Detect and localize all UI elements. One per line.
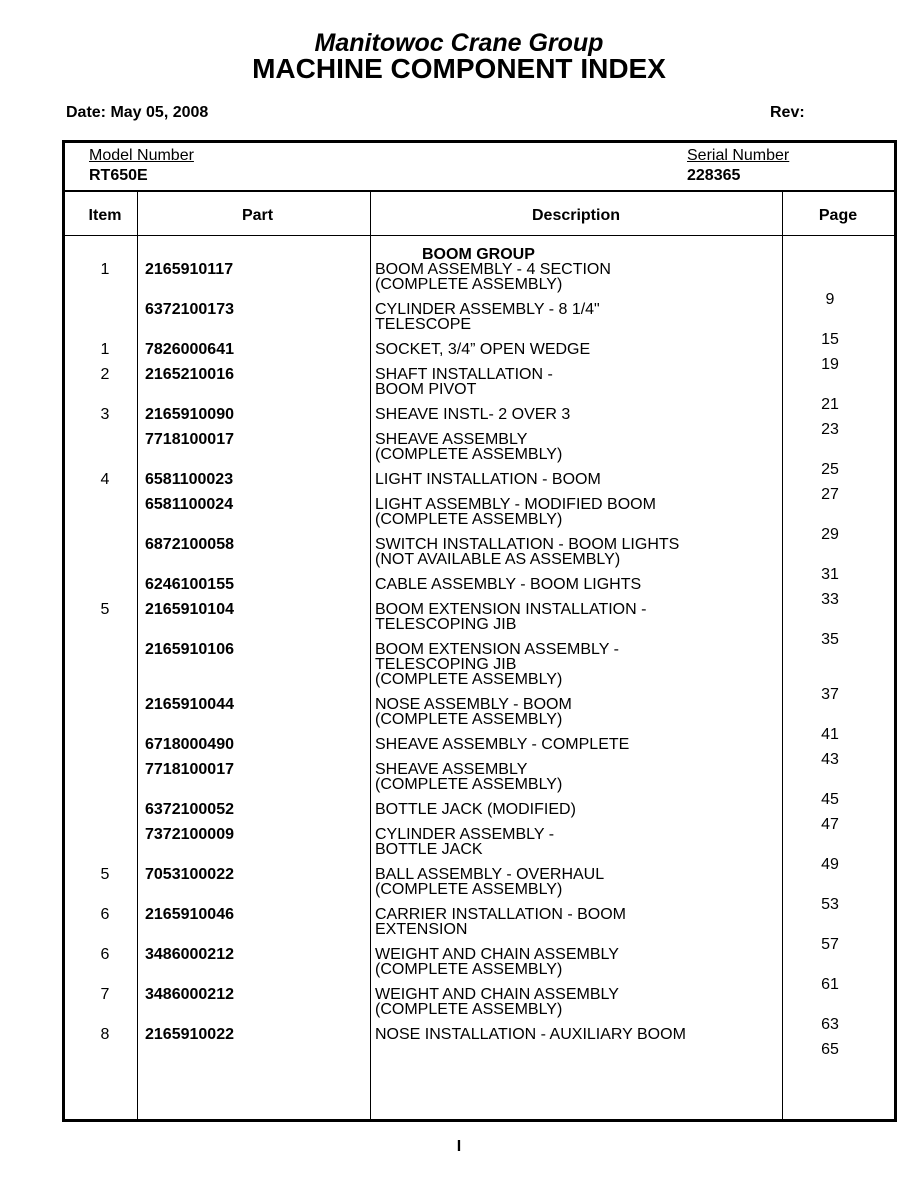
item-cell: 6	[100, 906, 110, 923]
description-line: CARRIER INSTALLATION - BOOM	[375, 906, 626, 923]
description-cell	[375, 802, 775, 817]
description-cell	[375, 432, 775, 462]
page-number: I	[456, 1138, 462, 1155]
description-line: CYLINDER ASSEMBLY -	[375, 826, 555, 843]
model-number-value: RT650E	[89, 167, 148, 184]
column-header-item: Item	[88, 207, 122, 224]
description-cell	[375, 537, 775, 567]
page-cell: 19	[821, 356, 839, 373]
table-row	[65, 826, 894, 873]
description-cell	[375, 407, 775, 422]
description-cell	[375, 642, 775, 687]
item-cell: 7	[100, 986, 110, 1003]
description-cell	[375, 827, 775, 857]
part-number-cell: 7372100009	[145, 826, 234, 843]
description-line: CYLINDER ASSEMBLY - 8 1/4"	[375, 301, 600, 318]
description-line: (COMPLETE ASSEMBLY)	[375, 881, 563, 898]
description-cell	[375, 762, 775, 792]
description-line: SHEAVE ASSEMBLY	[375, 431, 528, 448]
item-cell: 1	[100, 341, 110, 358]
document-date: Date: May 05, 2008	[66, 104, 209, 121]
description-cell	[375, 262, 775, 292]
page-cell: 41	[821, 726, 839, 743]
page-cell: 47	[821, 816, 839, 833]
serial-number-value: 228365	[687, 167, 741, 184]
part-number-cell: 2165910117	[145, 261, 234, 278]
column-header-page: Page	[818, 207, 858, 224]
description-cell	[375, 1027, 775, 1042]
table-row	[65, 431, 894, 478]
part-number-cell: 2165910046	[145, 906, 234, 923]
description-line: SHEAVE ASSEMBLY	[375, 761, 528, 778]
description-cell	[375, 472, 775, 487]
description-line: (NOT AVAILABLE AS ASSEMBLY)	[375, 551, 621, 568]
column-header-part: Part	[241, 207, 274, 224]
page-cell: 9	[825, 291, 835, 308]
description-line: SOCKET, 3/4” OPEN WEDGE	[375, 341, 591, 358]
part-number-cell: 2165910104	[145, 601, 234, 618]
model-number-label: Model Number	[89, 147, 194, 164]
part-number-cell: 6581100023	[145, 471, 234, 488]
part-number-cell: 6581100024	[145, 496, 234, 513]
description-line: WEIGHT AND CHAIN ASSEMBLY	[375, 946, 619, 963]
description-line: (COMPLETE ASSEMBLY)	[375, 711, 563, 728]
description-cell	[375, 947, 775, 977]
component-index-table	[62, 140, 897, 1122]
part-number-cell: 2165910044	[145, 696, 234, 713]
serial-number-label: Serial Number	[687, 147, 790, 164]
page-cell: 27	[821, 486, 839, 503]
table-row	[65, 1026, 894, 1058]
part-number-cell: 2165910090	[145, 406, 234, 423]
page-cell: 37	[821, 686, 839, 703]
description-line: TELESCOPE	[375, 316, 472, 333]
part-number-cell: 6872100058	[145, 536, 234, 553]
description-cell	[375, 577, 775, 592]
part-number-cell: 3486000212	[145, 946, 234, 963]
page-cell: 21	[821, 396, 839, 413]
page-cell: 33	[821, 591, 839, 608]
description-line: LIGHT INSTALLATION - BOOM	[375, 471, 601, 488]
page-cell: 57	[821, 936, 839, 953]
part-number-cell: 6372100173	[145, 301, 234, 318]
description-line: SHEAVE ASSEMBLY - COMPLETE	[375, 736, 630, 753]
page-cell: 43	[821, 751, 839, 768]
table-row	[65, 761, 894, 808]
table-row	[65, 576, 894, 608]
description-cell	[375, 342, 775, 357]
description-line: WEIGHT AND CHAIN ASSEMBLY	[375, 986, 619, 1003]
description-line: BOOM EXTENSION ASSEMBLY -	[375, 641, 619, 658]
description-cell	[375, 367, 775, 397]
description-line: BOTTLE JACK (MODIFIED)	[375, 801, 576, 818]
description-line: NOSE INSTALLATION - AUXILIARY BOOM	[375, 1026, 686, 1043]
description-line: (COMPLETE ASSEMBLY)	[375, 1001, 563, 1018]
description-line: BALL ASSEMBLY - OVERHAUL	[375, 866, 605, 883]
page-cell: 49	[821, 856, 839, 873]
description-cell	[375, 867, 775, 897]
page-cell: 15	[821, 331, 839, 348]
description-cell	[375, 907, 775, 937]
table-row	[65, 736, 894, 768]
table-row	[65, 986, 894, 1033]
description-cell	[375, 302, 775, 332]
description-line: (COMPLETE ASSEMBLY)	[375, 276, 563, 293]
description-cell	[375, 737, 775, 752]
page-cell: 35	[821, 631, 839, 648]
revision-label: Rev:	[770, 104, 805, 121]
page-cell: 65	[821, 1041, 839, 1058]
description-line: NOSE ASSEMBLY - BOOM	[375, 696, 572, 713]
page-cell: 53	[821, 896, 839, 913]
item-cell: 4	[100, 471, 110, 488]
description-line: BOTTLE JACK	[375, 841, 483, 858]
table-row	[65, 341, 894, 373]
column-header-description: Description	[531, 207, 620, 224]
description-line: SHEAVE INSTL- 2 OVER 3	[375, 406, 571, 423]
page-cell: 45	[821, 791, 839, 808]
page-cell: 61	[821, 976, 839, 993]
table-row	[65, 496, 894, 543]
page-cell: 63	[821, 1016, 839, 1033]
item-cell: 5	[100, 866, 110, 883]
part-number-cell: 7718100017	[145, 761, 234, 778]
description-line: BOOM ASSEMBLY - 4 SECTION	[375, 261, 611, 278]
description-line: TELESCOPING JIB	[375, 656, 517, 673]
description-line: BOOM EXTENSION INSTALLATION -	[375, 601, 647, 618]
description-line: (COMPLETE ASSEMBLY)	[375, 511, 563, 528]
part-number-cell: 7826000641	[145, 341, 234, 358]
part-number-cell: 6246100155	[145, 576, 234, 593]
description-line: EXTENSION	[375, 921, 468, 938]
column-header-divider	[65, 235, 894, 236]
table-row	[65, 601, 894, 648]
group-title: BOOM GROUP	[422, 246, 535, 263]
description-line: (COMPLETE ASSEMBLY)	[375, 671, 563, 688]
table-row	[65, 471, 894, 503]
description-line: (COMPLETE ASSEMBLY)	[375, 776, 563, 793]
description-line: LIGHT ASSEMBLY - MODIFIED BOOM	[375, 496, 656, 513]
part-number-cell: 6718000490	[145, 736, 234, 753]
table-row	[65, 261, 894, 308]
page-cell: 25	[821, 461, 839, 478]
description-cell	[375, 987, 775, 1017]
page-cell: 23	[821, 421, 839, 438]
description-line: SWITCH INSTALLATION - BOOM LIGHTS	[375, 536, 680, 553]
table-row	[65, 366, 894, 413]
description-line: (COMPLETE ASSEMBLY)	[375, 446, 563, 463]
description-line: TELESCOPING JIB	[375, 616, 517, 633]
document-title: MACHINE COMPONENT INDEX	[252, 53, 666, 84]
page-cell: 29	[821, 526, 839, 543]
description-cell	[375, 602, 775, 632]
part-number-cell: 2165210016	[145, 366, 234, 383]
table-row	[65, 641, 894, 703]
part-number-cell: 2165910022	[145, 1026, 234, 1043]
part-number-cell: 7053100022	[145, 866, 234, 883]
description-cell	[375, 697, 775, 727]
table-row	[65, 906, 894, 953]
item-cell: 5	[100, 601, 110, 618]
company-name: Manitowoc Crane Group	[314, 29, 604, 57]
table-row	[65, 301, 894, 348]
page-cell: 31	[821, 566, 839, 583]
item-cell: 2	[100, 366, 110, 383]
table-row	[65, 536, 894, 583]
table-row	[65, 696, 894, 743]
table-row	[65, 946, 894, 993]
item-cell: 1	[100, 261, 110, 278]
table-body	[65, 246, 894, 1058]
info-divider	[65, 190, 894, 192]
table-row	[65, 801, 894, 833]
part-number-cell: 7718100017	[145, 431, 234, 448]
item-cell: 8	[100, 1026, 110, 1043]
description-line: SHAFT INSTALLATION -	[375, 366, 553, 383]
table-row	[65, 406, 894, 438]
table-row	[65, 866, 894, 913]
description-line: BOOM PIVOT	[375, 381, 477, 398]
item-cell: 3	[100, 406, 110, 423]
part-number-cell: 2165910106	[145, 641, 234, 658]
description-line: (COMPLETE ASSEMBLY)	[375, 961, 563, 978]
part-number-cell: 6372100052	[145, 801, 234, 818]
description-line: CABLE ASSEMBLY - BOOM LIGHTS	[375, 576, 642, 593]
part-number-cell: 3486000212	[145, 986, 234, 1003]
description-cell	[375, 497, 775, 527]
item-cell: 6	[100, 946, 110, 963]
